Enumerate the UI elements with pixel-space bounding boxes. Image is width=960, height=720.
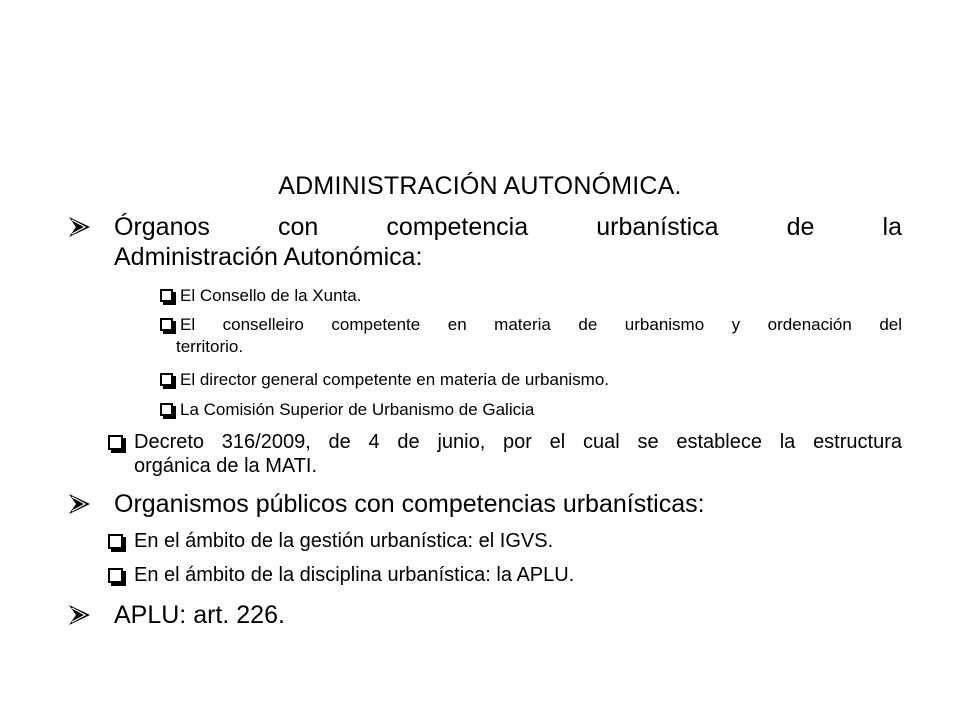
list-item: En el ámbito de la disciplina urbanística: la APLU. (108, 563, 808, 589)
list-item: En el ámbito de la gestión urbanística: el IGVS. (108, 529, 808, 555)
list-item: La Comisión Superior de Urbanismo de Galicia (160, 399, 860, 421)
arrow-bullet-icon (68, 604, 92, 626)
checkbox-bullet-icon (160, 403, 173, 416)
arrow-bullet-icon (68, 493, 92, 515)
bullet-organismos (68, 489, 902, 521)
arrow-bullet-icon (68, 216, 92, 238)
list-item: El conselleiro competente en materia de urbanismo y ordenación del territorio. (160, 314, 902, 358)
checkbox-bullet-icon (108, 534, 123, 549)
list-item: El Consello de la Xunta. (160, 285, 760, 307)
checkbox-bullet-icon (160, 289, 173, 302)
checkbox-bullet-icon (160, 373, 173, 386)
list-item-decreto: Decreto 316/2009, de 4 de junio, por el cual se establece la estructura orgánica de la MATI. (108, 430, 902, 478)
slide-title: ADMINISTRACIÓN AUTONÓMICA. (278, 172, 682, 200)
checkbox-bullet-icon (108, 435, 123, 450)
bullet-organos-line1: Órganos con competencia urbanística de la (114, 213, 902, 241)
bullet-organos-line2: Administración Autonómica: (114, 243, 423, 271)
bullet-organos (68, 212, 902, 272)
checkbox-bullet-icon (160, 318, 173, 331)
bullet-aplu (68, 600, 902, 632)
list-item: El director general competente en materia de urbanismo. (160, 369, 860, 391)
checkbox-bullet-icon (108, 568, 123, 583)
bullet-organismos-text: Organismos públicos con competencias urbanísticas: (114, 490, 705, 518)
bullet-aplu-text: APLU: art. 226. (114, 601, 285, 629)
